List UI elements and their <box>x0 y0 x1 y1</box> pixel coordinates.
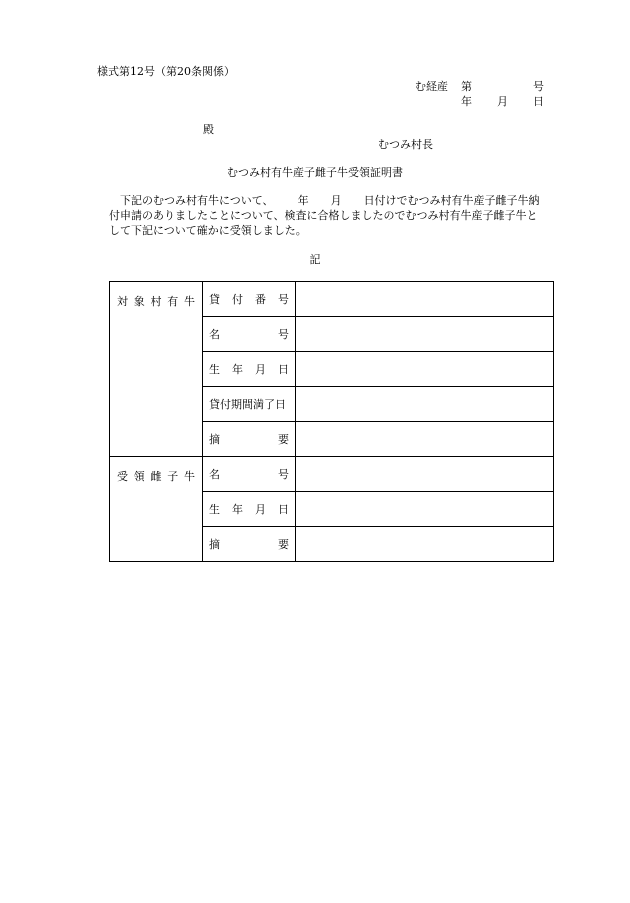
value-cell-birth-date <box>296 352 554 387</box>
record-mark: 記 <box>309 253 321 266</box>
body-paragraph <box>109 193 569 238</box>
row-label-loan-number: 貸 付 番 号 <box>203 282 296 317</box>
table-row <box>110 282 554 317</box>
date-year: 年 <box>461 95 472 108</box>
row-label-remarks: 摘 要 <box>203 422 296 457</box>
form-number-label: 様式第12号（第20条関係） <box>97 65 235 78</box>
value-cell-heifer-name <box>296 457 554 492</box>
group-label-target-cattle: 対 象 村 有 牛 <box>110 282 203 457</box>
addressee-suffix: 殿 <box>203 123 214 136</box>
row-label-name: 名 号 <box>203 317 296 352</box>
certificate-table <box>109 281 554 562</box>
value-cell-heifer-remarks <box>296 527 554 562</box>
group-label-received-heifer: 受 領 雌 子 牛 <box>110 457 203 562</box>
body-line-2: 付申請のありましたことについて、検査に合格しましたのでむつみ村有牛産子雌子牛と <box>109 209 538 222</box>
body-line-3: して下記について確かに受領しました。 <box>109 224 307 237</box>
value-cell-remarks <box>296 422 554 457</box>
value-cell-heifer-birth-date <box>296 492 554 527</box>
date-day: 日 <box>533 95 544 108</box>
issuer-name: むつみ村長 <box>378 138 433 151</box>
body-line-1 <box>109 193 569 208</box>
reference-dai: 第 <box>461 80 472 93</box>
row-label-loan-expiry: 貸付期間満了日 <box>203 387 296 422</box>
row-label-heifer-birth-date: 生 年 月 日 <box>203 492 296 527</box>
row-label-heifer-remarks: 摘 要 <box>203 527 296 562</box>
body-line-1-year: 年 <box>297 194 309 207</box>
reference-go: 号 <box>533 80 544 93</box>
row-label-birth-date: 生 年 月 日 <box>203 352 296 387</box>
body-line-1-part-b: 日付けでむつみ村有牛産子雌子牛納 <box>363 194 540 207</box>
value-cell-name <box>296 317 554 352</box>
body-line-1-part-a: 下記のむつみ村有牛について、 <box>120 194 274 207</box>
document-title: むつみ村有牛産子雌子牛受領証明書 <box>227 166 403 179</box>
body-line-1-month: 月 <box>330 194 342 207</box>
value-cell-loan-number <box>296 282 554 317</box>
date-month: 月 <box>497 95 508 108</box>
value-cell-loan-expiry <box>296 387 554 422</box>
table-row <box>110 457 554 492</box>
reference-prefix: む経産 <box>415 80 448 93</box>
row-label-heifer-name: 名 号 <box>203 457 296 492</box>
